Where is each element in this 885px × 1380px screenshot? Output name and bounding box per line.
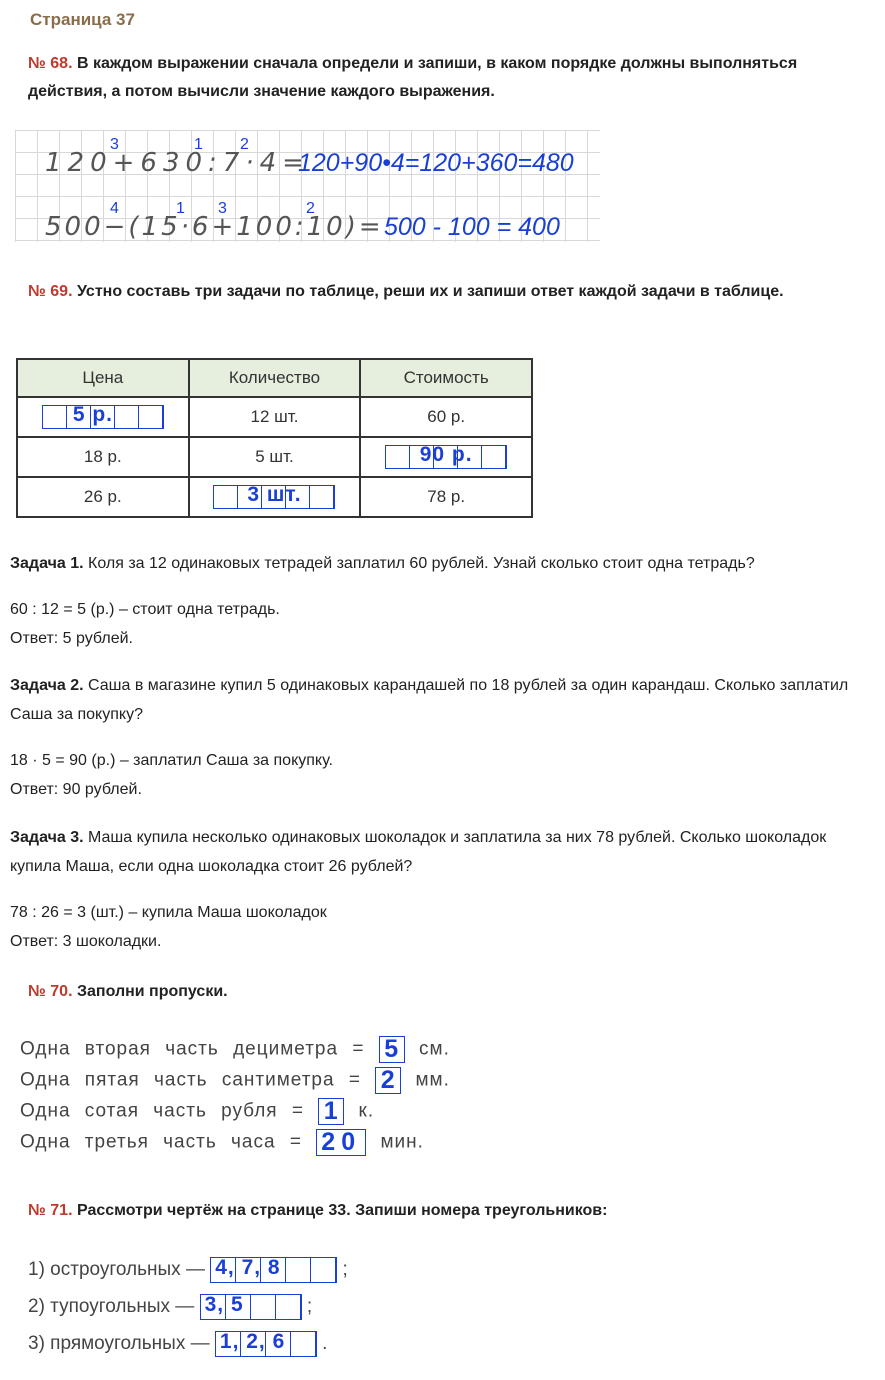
ex71-item-3 [28, 1331, 327, 1357]
task-3-label: Задача 3. [10, 829, 84, 846]
ex70-heading [28, 978, 828, 1006]
table-cell [189, 477, 361, 517]
ex68-line2-expression: 500−(15·6+100:10)= [45, 212, 384, 242]
answer-boxes [213, 485, 335, 509]
ex70-line-2 [20, 1067, 450, 1094]
ex70-line-4-value: 20 [316, 1129, 366, 1156]
task-2-label: Задача 2. [10, 677, 84, 694]
ex68-line2-order-3: 3 [218, 200, 227, 217]
ex70-line-3-value: 1 [318, 1098, 344, 1125]
task-2-text: Саша в магазине купил 5 одинаковых карандашей по 18 рублей за один карандаш. Сколько заплатил Саша за покупку? [10, 677, 849, 723]
ex71-item-2-end: ; [306, 1296, 313, 1318]
table-row [17, 397, 532, 437]
ex71-item-3-label: 3) прямоугольных — [28, 1333, 210, 1355]
ex71-item-2-label: 2) тупоугольных — [28, 1296, 195, 1318]
ex70-line-1-text: Одна вторая часть дециметра = [20, 1038, 365, 1060]
ex69-heading [28, 278, 828, 306]
ex68-number: № 68. [28, 55, 73, 72]
task-2 [10, 671, 870, 804]
table-cell: 78 р. [360, 477, 532, 517]
ex71-item-1 [28, 1257, 348, 1283]
price-table [16, 358, 533, 518]
ex68-line1-order-2: 1 [194, 136, 203, 153]
ex70-number: № 70. [28, 983, 73, 1000]
ex69-number: № 69. [28, 283, 73, 300]
ex68-line2-order-1: 4 [110, 200, 119, 217]
table-cell: 5 шт. [189, 437, 361, 477]
filled-price: 5 р. [72, 403, 114, 426]
ex70-line-1-value: 5 [379, 1036, 405, 1063]
ex71-number: № 71. [28, 1202, 73, 1219]
filled-quantity: 3 шт. [247, 483, 302, 506]
ex68-line2-order-2: 1 [176, 200, 185, 217]
ex70-line-4 [20, 1129, 424, 1156]
ex71-item-2-value: 3, 5 [204, 1293, 244, 1316]
table-cell [360, 437, 532, 477]
ex68-line2-answer: 500 - 100 = 400 [384, 213, 560, 241]
ex71-item-1-boxes [210, 1257, 337, 1283]
ex70-line-3-unit: к. [358, 1100, 375, 1122]
header-quantity: Количество [189, 359, 361, 397]
task-2-answer: Ответ: 90 рублей. [10, 781, 142, 798]
ex68-heading [28, 50, 828, 106]
ex68-line1-expression: 120+630:7·4= [45, 148, 310, 178]
ex68-line2-order-4: 2 [306, 200, 315, 217]
page-title: Страница 37 [30, 10, 135, 29]
task-2-solution: 18 · 5 = 90 (р.) – заплатил Саша за покупку. [10, 752, 333, 769]
task-3 [10, 823, 870, 956]
ex68-text: В каждом выражении сначала определи и запиши, в каком порядке должны выполняться действия, а потом вычисли значение каждого выражения. [28, 55, 798, 100]
ex70-line-4-text: Одна третья часть часа = [20, 1131, 302, 1153]
table-cell: 26 р. [17, 477, 189, 517]
task-3-solution: 78 : 26 = 3 (шт.) – купила Маша шоколадок [10, 904, 327, 921]
task-1-text: Коля за 12 одинаковых тетрадей заплатил 60 рублей. Узнай сколько стоит одна тетрадь? [88, 555, 755, 572]
ex71-item-1-value: 4, 7, 8 [215, 1256, 281, 1279]
table-row [17, 477, 532, 517]
ex71-item-3-value: 1, 2, 6 [219, 1330, 286, 1353]
ex71-text: Рассмотри чертёж на странице 33. Запиши номера треугольников: [76, 1202, 608, 1219]
ex70-line-1-unit: см. [419, 1038, 450, 1060]
header-price: Цена [17, 359, 189, 397]
answer-boxes [385, 445, 507, 469]
table-cell: 12 шт. [189, 397, 361, 437]
ex68-line1-order-3: 2 [240, 136, 249, 153]
table-cell: 18 р. [17, 437, 189, 477]
task-1 [10, 549, 870, 653]
task-3-answer: Ответ: 3 шоколадки. [10, 933, 162, 950]
table-row [17, 437, 532, 477]
ex70-line-1 [20, 1036, 450, 1063]
table-cell: 60 р. [360, 397, 532, 437]
table-cell [17, 397, 189, 437]
header-cost: Стоимость [360, 359, 532, 397]
ex70-text: Заполни пропуски. [76, 983, 228, 1000]
ex70-line-2-text: Одна пятая часть сантиметра = [20, 1069, 361, 1091]
task-3-text: Маша купила несколько одинаковых шоколадок и заплатила за них 78 рублей. Сколько шоколадок купила Маша, если одна шоколадка стоит 26 рублей? [10, 829, 827, 875]
ex70-line-4-unit: мин. [380, 1131, 424, 1153]
ex70-line-2-unit: мм. [415, 1069, 450, 1091]
ex68-line1-order-1: 3 [110, 136, 119, 153]
ex71-item-1-label: 1) остроугольных — [28, 1259, 205, 1281]
ex71-item-2 [28, 1294, 312, 1320]
ex71-item-3-end: . [322, 1333, 328, 1355]
answer-boxes [42, 405, 164, 429]
ex70-line-3-text: Одна сотая часть рубля = [20, 1100, 304, 1122]
table-header-row [17, 359, 532, 397]
ex70-line-2-value: 2 [375, 1067, 401, 1094]
task-1-solution: 60 : 12 = 5 (р.) – стоит одна тетрадь. [10, 601, 280, 618]
ex71-heading [28, 1197, 828, 1225]
ex71-item-1-end: ; [342, 1259, 348, 1281]
ex70-line-3 [20, 1098, 374, 1125]
task-1-answer: Ответ: 5 рублей. [10, 630, 133, 647]
ex71-item-3-boxes [215, 1331, 317, 1357]
ex69-text: Устно составь три задачи по таблице, реши их и запиши ответ каждой задачи в таблице. [76, 283, 784, 300]
filled-cost: 90 р. [419, 443, 473, 466]
task-1-label: Задача 1. [10, 555, 84, 572]
ex68-line1-answer: 120+90•4=120+360=480 [298, 149, 574, 177]
ex71-item-2-boxes [200, 1294, 302, 1320]
